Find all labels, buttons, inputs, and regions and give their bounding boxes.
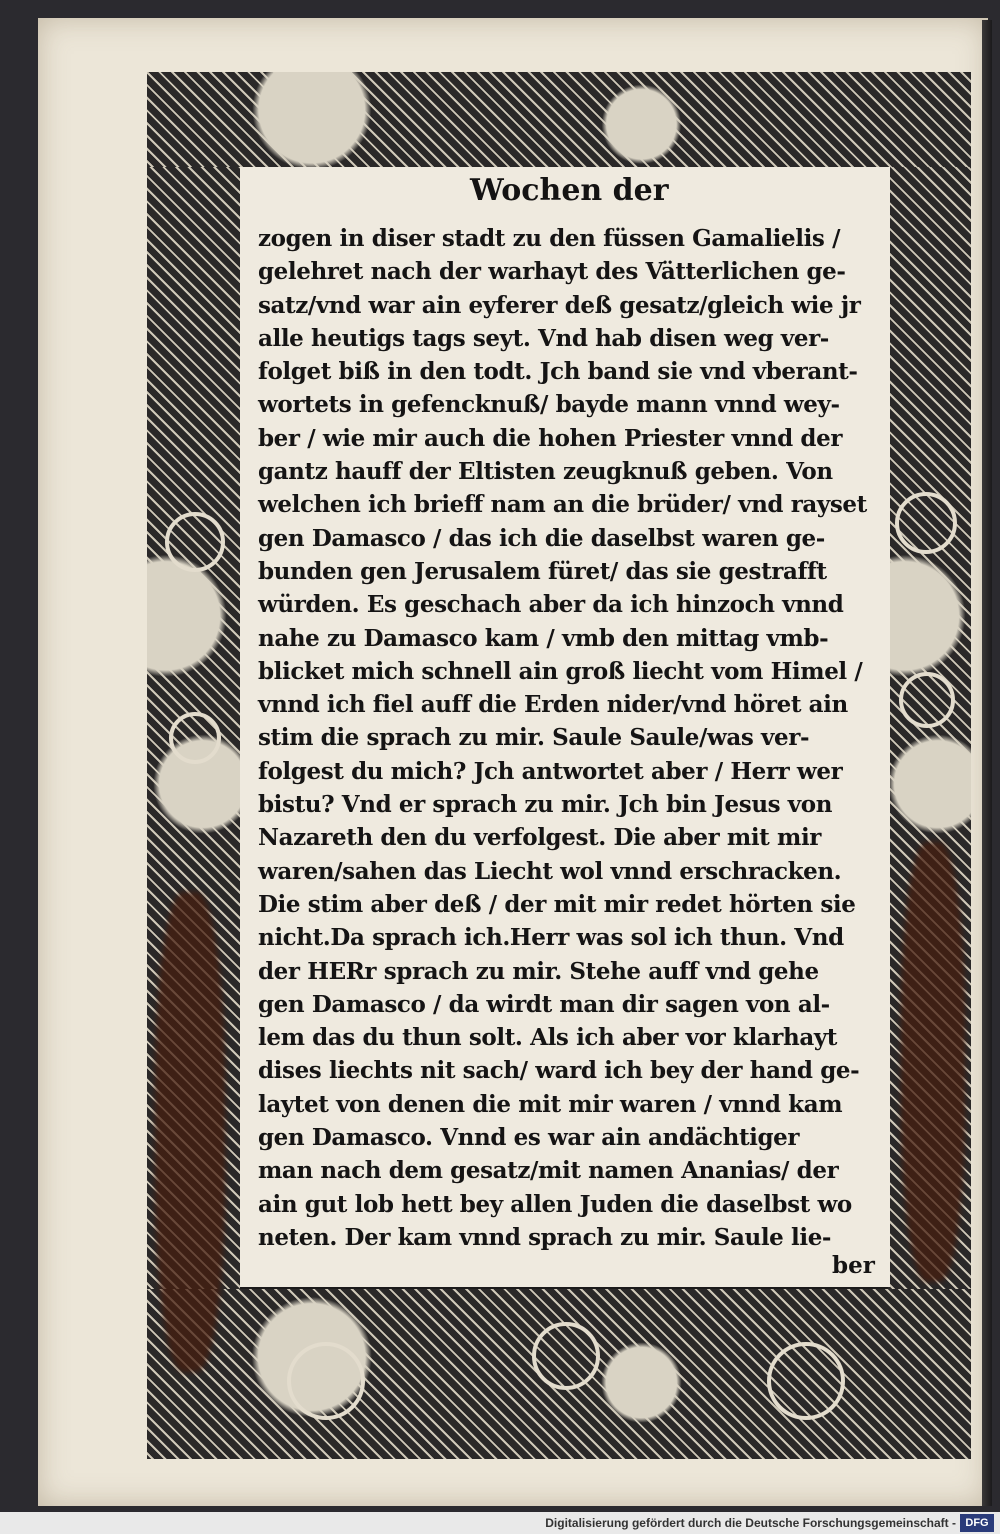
text-line: nicht.Da sprach ich.Herr was sol ich thun. Vnd — [258, 924, 844, 952]
text-line: gelehret nach der warhayt des Vätterlichen ge- — [258, 258, 846, 286]
scroll-ornament-left-2 — [169, 712, 221, 764]
text-line: wortets in gefencknuß/ bayde mann vnnd wey- — [258, 391, 840, 419]
wheel-ornament-right — [767, 1342, 845, 1420]
mask-ornament-bottom — [532, 1322, 600, 1390]
border-top — [147, 72, 971, 167]
text-line: blicket mich schnell ain groß liecht vom Himel / — [258, 657, 863, 685]
text-line: gen Damasco / das ich die daselbst waren ge- — [258, 524, 825, 552]
text-line: welchen ich brieff nam an die brüder/ vnd rayset — [258, 491, 867, 519]
text-line: man nach dem gesatz/mit namen Ananias/ der — [258, 1157, 839, 1185]
text-line: lem das du thun solt. Als ich aber vor klarhayt — [258, 1024, 838, 1052]
text-line: würden. Es geschach aber da ich hinzoch vnnd — [258, 591, 844, 619]
text-line: neten. Der kam vnnd sprach zu mir. Saule lie- — [258, 1223, 832, 1251]
text-line: alle heutigs tags seyt. Vnd hab disen weg ver- — [258, 324, 829, 352]
scroll-ornament-right-2 — [899, 672, 955, 728]
text-line: zogen in diser stadt zu den füssen Gamalielis / — [258, 225, 841, 252]
text-line: dises liechts nit sach/ ward ich bey der hand ge- — [258, 1057, 860, 1085]
text-line: satz/vnd war ain eyferer deß gesatz/gleich wie jr — [258, 291, 861, 319]
text-line: der HERr sprach zu mir. Stehe auff vnd gehe — [258, 957, 819, 985]
text-line: bunden gen Jerusalem füret/ das sie gestrafft — [258, 557, 827, 585]
text-line: stim die sprach zu mir. Saule Saule/was ver- — [258, 724, 810, 752]
text-line: gantz hauff der Eltisten zeugknuß geben. Von — [258, 458, 833, 486]
scroll-ornament-left — [165, 512, 225, 572]
text-line: Die stim aber deß / der mit mir redet hörten sie — [258, 890, 856, 918]
text-line: nahe zu Damasco kam / vmb den mittag vmb- — [258, 624, 829, 652]
text-line: laytet von denen die mit mir waren / vnnd kam — [258, 1090, 843, 1118]
dfg-credit: Digitalisierung gefördert durch die Deutsche Forschungsgemeinschaft - — [545, 1516, 956, 1530]
text-line: Nazareth den du verfolgest. Die aber mit mir — [258, 824, 822, 852]
text-line: ber / wie mir auch die hohen Priester vnnd der — [258, 424, 843, 452]
text-line: bistu? Vnd er sprach zu mir. Jch bin Jesus von — [258, 791, 833, 819]
scroll-ornament-right — [895, 492, 957, 554]
text-line: vnnd ich fiel auff die Erden nider/vnd höret ain — [258, 691, 848, 719]
text-line: folget biß in den todt. Jch band sie vnd vberant- — [258, 358, 858, 386]
dfg-logo: DFG — [960, 1514, 994, 1532]
wheel-ornament-left — [287, 1342, 365, 1420]
text-line: gen Damasco. Vnnd es war ain andächtiger — [258, 1124, 800, 1152]
body-text — [258, 222, 878, 1254]
text-line: waren/sahen das Liecht wol vnnd erschracken. — [258, 857, 842, 885]
text-line: folgest du mich? Jch antwortet aber / Herr wer — [258, 757, 843, 785]
text-line: gen Damasco / da wirdt man dir sagen von al- — [258, 990, 830, 1018]
catchword: ber — [832, 1252, 875, 1279]
text-line: ain gut lob hett bey allen Juden die daselbst wo — [258, 1190, 852, 1218]
page-edge — [982, 20, 992, 1506]
ink-stain-left — [155, 892, 225, 1372]
ink-stain-right — [901, 842, 965, 1282]
running-head: Wochen der — [470, 173, 669, 208]
